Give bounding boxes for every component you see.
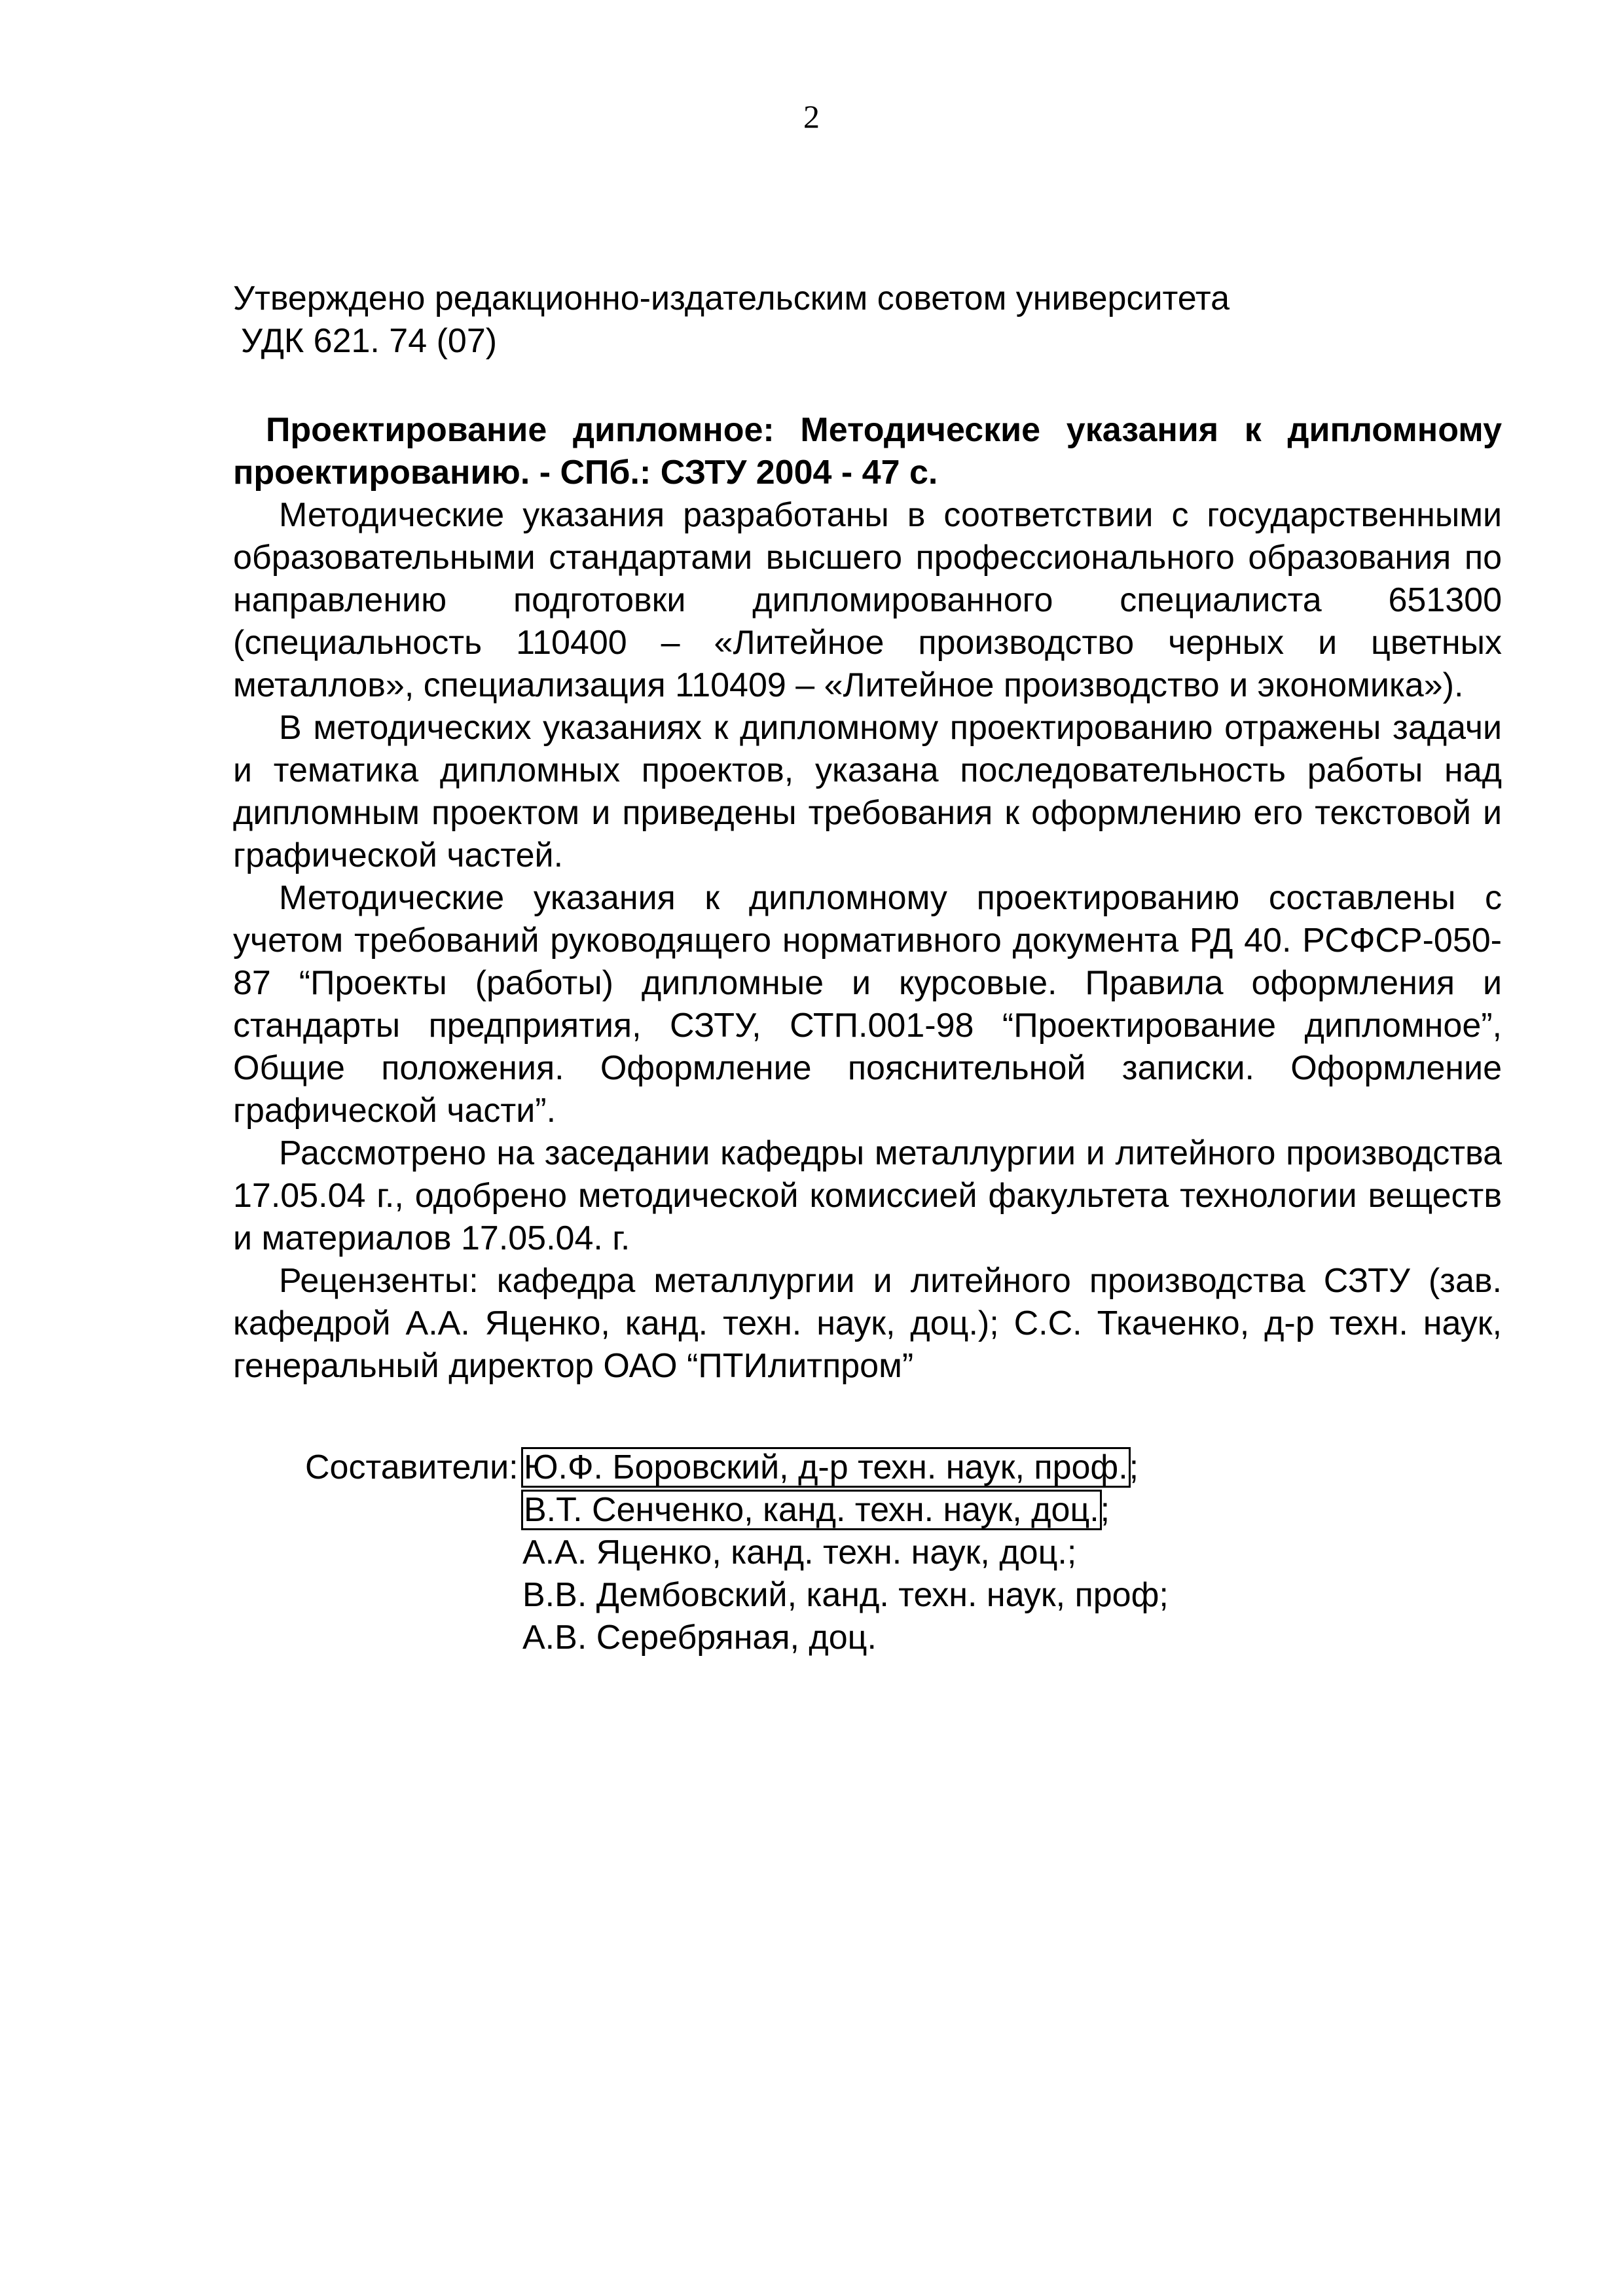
reviewers-paragraph: Рецензенты: кафедра металлургии и литейного производства СЗТУ (зав. кафедрой А.А. Яценко, канд. техн. наук, доц.); С.С. Ткаченко, д-р техн. наук, генеральный директор ОАО “ПТИлитпром”: [233, 1262, 1502, 1385]
page-number: 2: [803, 98, 820, 135]
approval-line: Утверждено редакционно-издательским советом университета: [233, 279, 1230, 317]
compiler-item: [522, 1532, 1169, 1574]
compilers-label: Составители:: [305, 1448, 519, 1486]
compiler-name: А.А. Яценко, канд. техн. наук, доц.;: [522, 1534, 1077, 1571]
compilers-list: [522, 1446, 1169, 1659]
annotation-paragraph: В методических указаниях к дипломному проектированию отражены задачи и тематика дипломных проектов, указана последовательность работы над дипломным проектом и приведены требования к оформлению его текстовой и графической частей.: [233, 709, 1502, 874]
compiler-item: [522, 1574, 1169, 1617]
compiler-item: [522, 1446, 1169, 1489]
compiler-name: А.В. Серебряная, доц.: [522, 1619, 877, 1657]
compiler-item: [522, 1617, 1169, 1659]
annotation-paragraph: Методические указания к дипломному проектированию составлены с учетом требований руководящего нормативного документа РД 40. РСФСР-050-87 “Проекты (работы) дипломные и курсовые. Правила оформления и стандарты предприятия, СЗТУ, СТП.001-98 “Проектирование дипломное”, Общие положения. Оформление пояснительной записки. Оформление графической части”.: [233, 879, 1502, 1130]
compiler-name-highlighted: Ю.Ф. Боровский, д-р техн. наук, проф.: [524, 1448, 1128, 1486]
annotation-paragraph: Рассмотрено на заседании кафедры металлургии и литейного производства 17.05.04 г., одобрено методической комиссией факультета технологии веществ и материалов 17.05.04. г.: [233, 1134, 1502, 1257]
compiler-suffix: ;: [1129, 1448, 1139, 1486]
udk-code: УДК 621. 74 (07): [241, 322, 498, 360]
compiler-name-highlighted: В.Т. Сенченко, канд. техн. наук, доц.: [524, 1491, 1099, 1529]
document-title: Проектирование дипломное: Методические указания к дипломному проектированию. - СПб.: СЗТУ 2004 - 47 с.: [233, 411, 1502, 492]
compiler-name: В.В. Дембовский, канд. техн. наук, проф;: [522, 1576, 1169, 1614]
compiler-item: [522, 1489, 1169, 1532]
compiler-suffix: ;: [1100, 1491, 1110, 1529]
document-body: [233, 409, 1502, 1388]
annotation-paragraph: Методические указания разработаны в соответствии с государственными образовательными стандартами высшего профессионального образования по направлению подготовки дипломированного специалиста 651300 (специальность 110400 – «Литейное производство черных и цветных металлов», специализация 110409 – «Литейное производство и экономика»).: [233, 496, 1502, 704]
